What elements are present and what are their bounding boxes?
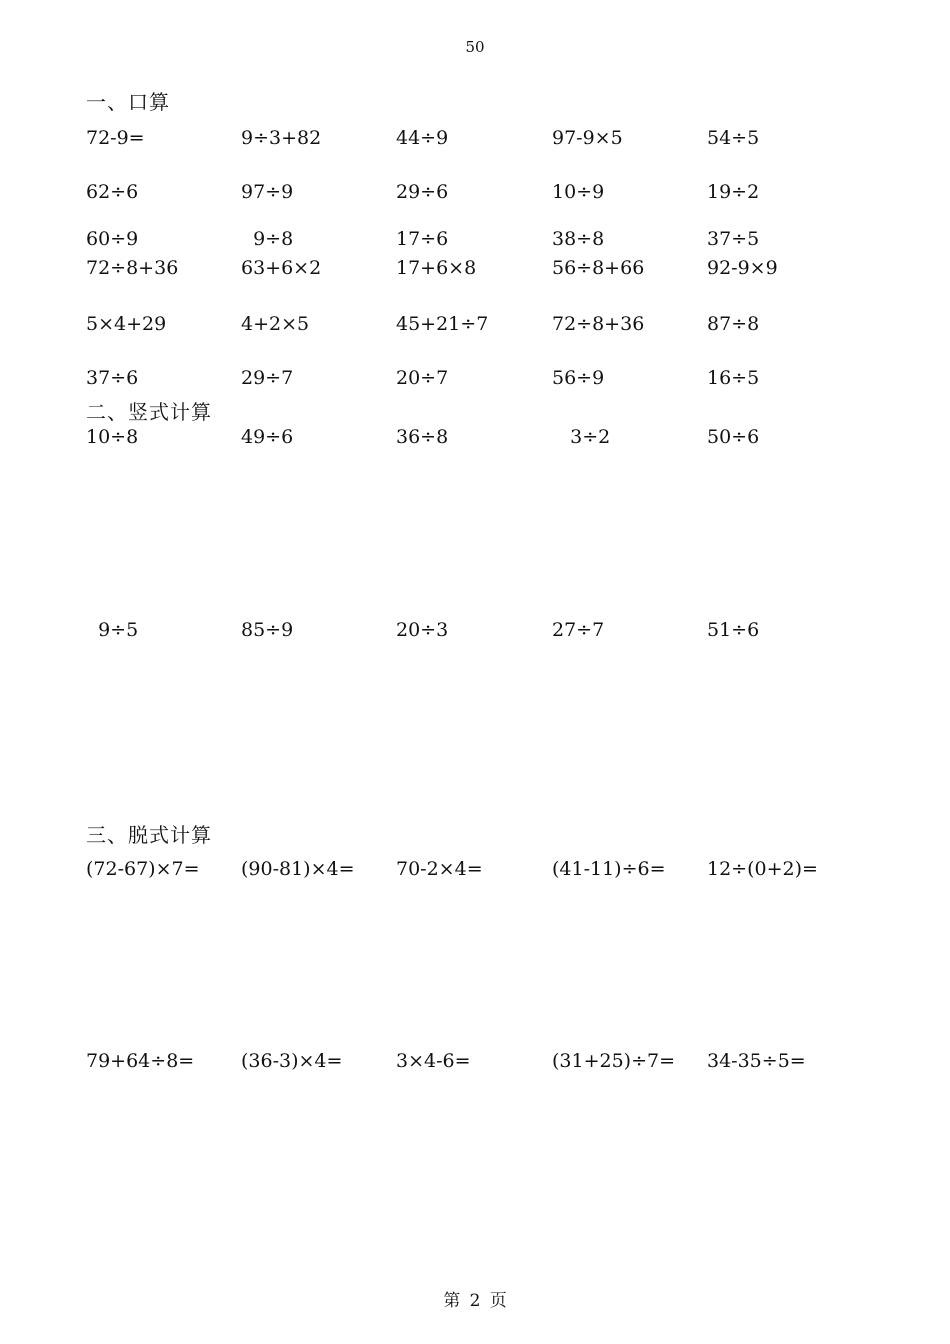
page-footer: 第 2 页 [443, 1291, 507, 1311]
problem: 19÷2 [707, 181, 760, 203]
problem: 85÷9 [241, 619, 294, 641]
section-title-oral: 一、口算 [86, 90, 170, 114]
problem: 4+2×5 [241, 313, 310, 335]
problem: 63+6×2 [241, 257, 322, 279]
problem: 72-9= [86, 127, 145, 149]
section-title-vertical: 二、竖式计算 [86, 400, 212, 424]
problem: 54÷5 [707, 127, 760, 149]
problem-row [0, 226, 950, 252]
page-number: 50 [465, 38, 485, 56]
problem-row [0, 617, 950, 643]
problem-row [0, 311, 950, 337]
problem: 56÷9 [552, 367, 605, 389]
problem: 50÷6 [707, 426, 760, 448]
problem: 20÷7 [396, 367, 449, 389]
problem-row [0, 424, 950, 450]
problem: 51÷6 [707, 619, 760, 641]
problem: 3×4-6= [396, 1050, 471, 1072]
problem: 5×4+29 [86, 313, 167, 335]
problem: 72÷8+36 [552, 313, 645, 335]
problem: 16÷5 [707, 367, 760, 389]
problem-row [0, 365, 950, 391]
problem: 45+21÷7 [396, 313, 489, 335]
problem-row [0, 125, 950, 151]
problem: 29÷7 [241, 367, 294, 389]
problem: 37÷6 [86, 367, 139, 389]
problem: 60÷9 [86, 228, 139, 250]
problem: 9÷8 [241, 228, 294, 250]
problem: 12÷(0+2)= [707, 858, 818, 880]
problem: 97÷9 [241, 181, 294, 203]
problem: 72÷8+36 [86, 257, 179, 279]
problem-row [0, 1048, 950, 1074]
problem: (72-67)×7= [86, 858, 200, 880]
problem-row [0, 179, 950, 205]
problem: 79+64÷8= [86, 1050, 195, 1072]
problem: 49÷6 [241, 426, 294, 448]
problem: 3÷2 [552, 426, 611, 448]
problem-row [0, 856, 950, 882]
problem: 36÷8 [396, 426, 449, 448]
problem: 17+6×8 [396, 257, 477, 279]
problem: 97-9×5 [552, 127, 623, 149]
problem-row [0, 255, 950, 281]
problem: (31+25)÷7= [552, 1050, 676, 1072]
problem: 44÷9 [396, 127, 449, 149]
problem: 70-2×4= [396, 858, 483, 880]
problem: (90-81)×4= [241, 858, 355, 880]
problem: (41-11)÷6= [552, 858, 666, 880]
problem: 92-9×9 [707, 257, 778, 279]
problem: 9÷5 [86, 619, 139, 641]
problem: 10÷8 [86, 426, 139, 448]
problem: 56÷8+66 [552, 257, 645, 279]
problem: 9÷3+82 [241, 127, 322, 149]
problem: 34-35÷5= [707, 1050, 806, 1072]
problem: 20÷3 [396, 619, 449, 641]
section-title-stepwise: 三、脱式计算 [86, 823, 212, 847]
problem: 27÷7 [552, 619, 605, 641]
problem: 62÷6 [86, 181, 139, 203]
problem: (36-3)×4= [241, 1050, 343, 1072]
problem: 29÷6 [396, 181, 449, 203]
problem: 37÷5 [707, 228, 760, 250]
problem: 87÷8 [707, 313, 760, 335]
problem: 17÷6 [396, 228, 449, 250]
problem: 10÷9 [552, 181, 605, 203]
problem: 38÷8 [552, 228, 605, 250]
